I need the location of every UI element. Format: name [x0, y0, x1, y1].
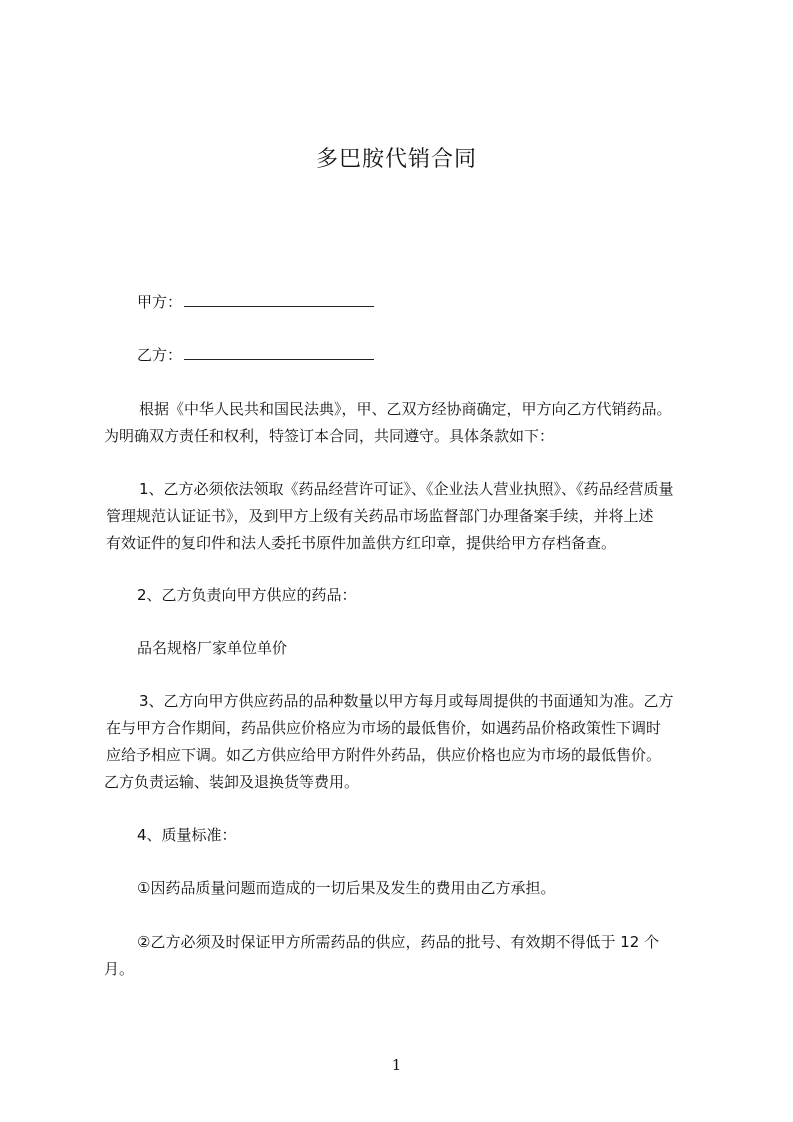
page-title: 多巴胺代销合同	[315, 147, 477, 172]
clause1-line-2: 管理规范认证证书》，及到甲方上级有关药品市场监督部门办理备案手续，并将上述	[106, 507, 654, 525]
clause2-heading: 2、乙方负责向甲方供应的药品：	[137, 586, 357, 604]
clause1-line-1: 1、乙方必须依法领取《药品经营许可证》、《企业法人营业执照》、《药品经营质量	[139, 480, 674, 498]
quality-item-1: ①因药品质量问题而造成的一切后果及发生的费用由乙方承担。	[137, 879, 556, 897]
clause1-line-3: 有效证件的复印件和法人委托书原件加盖供方红印章，提供给甲方存档备查。	[106, 534, 617, 552]
party-a-label: 甲方：	[137, 293, 183, 311]
party-b-blank	[184, 345, 374, 360]
table-header: 品名规格厂家单位单价	[137, 639, 288, 657]
page-number: 1	[391, 1056, 402, 1074]
clause4-heading: 4、质量标准：	[137, 826, 237, 844]
clause3-line-3: 应给予相应下调。如乙方供应给甲方附件外药品，供应价格也应为市场的最低售价。	[106, 746, 662, 764]
party-a-blank	[184, 292, 374, 307]
clause3-line-2: 在与甲方合作期间，药品供应价格应为市场的最低售价，如遇药品价格政策性下调时	[106, 719, 662, 737]
clause3-line-4: 乙方负责运输、装卸及退换货等费用。	[104, 773, 360, 791]
quality-item-2-line-2: 月。	[104, 960, 135, 978]
party-b-label: 乙方：	[137, 346, 183, 364]
clause3-line-1: 3、乙方向甲方供应药品的品种数量以甲方每月或每周提供的书面通知为准。乙方	[139, 692, 674, 710]
quality-item-2-line-1: ②乙方必须及时保证甲方所需药品的供应，药品的批号、有效期不得低于 12 个	[137, 933, 660, 951]
intro-line-2: 为明确双方责任和权利，特签订本合同，共同遵守。具体条款如下：	[104, 427, 555, 445]
party-a-line	[137, 292, 374, 312]
intro-line-1: 根据《中华人民共和国民法典》，甲、乙双方经协商确定，甲方向乙方代销药品。	[139, 400, 672, 418]
party-b-line	[137, 345, 374, 365]
